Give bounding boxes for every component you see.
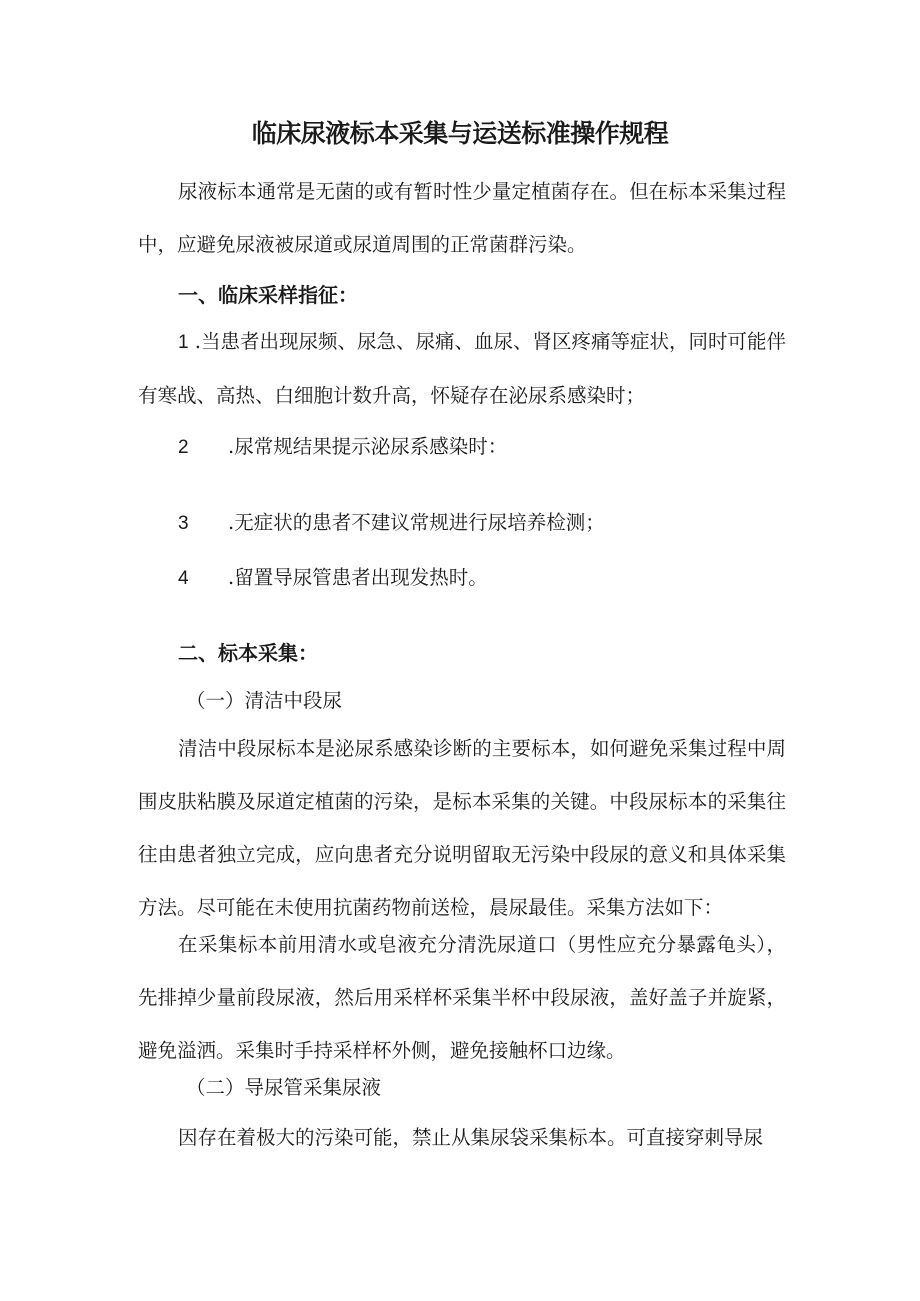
intro-paragraph: 尿液标本通常是无菌的或有暂时性少量定植菌存在。但在标本采集过程中，应避免尿液被尿道或尿道周围的正常菌群污染。	[138, 180, 786, 256]
midstream-paragraph-2: 在采集标本前用清水或皂液充分清洗尿道口（男性应充分暴露龟头），先排掉少量前段尿液，然后用采样杯采集半杯中段尿液，盖好盖子并旋紧，避免溢洒。采集时手持采样杯外侧，避免接触杯口边缘。	[138, 933, 786, 1062]
section-heading-indications: 一、临床采样指征：	[178, 283, 358, 307]
subsection-heading-catheter: （二）导尿管采集尿液	[186, 1076, 382, 1099]
item-text: .留置导尿管患者出现发热时。	[228, 566, 488, 589]
indication-item-1	[138, 315, 786, 422]
item-text: .无症状的患者不建议常规进行尿培养检测；	[228, 511, 605, 534]
section-heading-collection: 二、标本采集：	[178, 641, 318, 665]
indication-item-4	[178, 563, 488, 594]
indication-item-3	[178, 508, 605, 539]
item-text: .尿常规结果提示泌尿系感染时：	[228, 435, 508, 458]
subsection-heading-midstream: （一）清洁中段尿	[186, 689, 343, 712]
catheter-paragraph-1: 因存在着极大的污染可能，禁止从集尿袋采集标本。可直接穿刺导尿	[178, 1126, 764, 1149]
item-number: 2	[178, 437, 189, 458]
document-title: 临床尿液标本采集与运送标准操作规程	[251, 119, 669, 148]
item-number: 1	[178, 332, 189, 353]
item-number: 4	[178, 568, 189, 589]
midstream-paragraph-1: 清洁中段尿标本是泌尿系感染诊断的主要标本，如何避免采集过程中周围皮肤粘膜及尿道定植菌的污染，是标本采集的关键。中段尿标本的采集往往由患者独立完成，应向患者充分说明留取无污染中段尿的意义和具体采集方法。尽可能在未使用抗菌药物前送检，晨尿最佳。采集方法如下：	[138, 737, 786, 919]
item-number: 3	[178, 513, 189, 534]
indication-item-2	[178, 432, 507, 463]
item-text: .当患者出现尿频、尿急、尿痛、血尿、肾区疼痛等症状，同时可能伴有寒战、高热、白细胞计数升高，怀疑存在泌尿系感染时；	[138, 330, 786, 407]
